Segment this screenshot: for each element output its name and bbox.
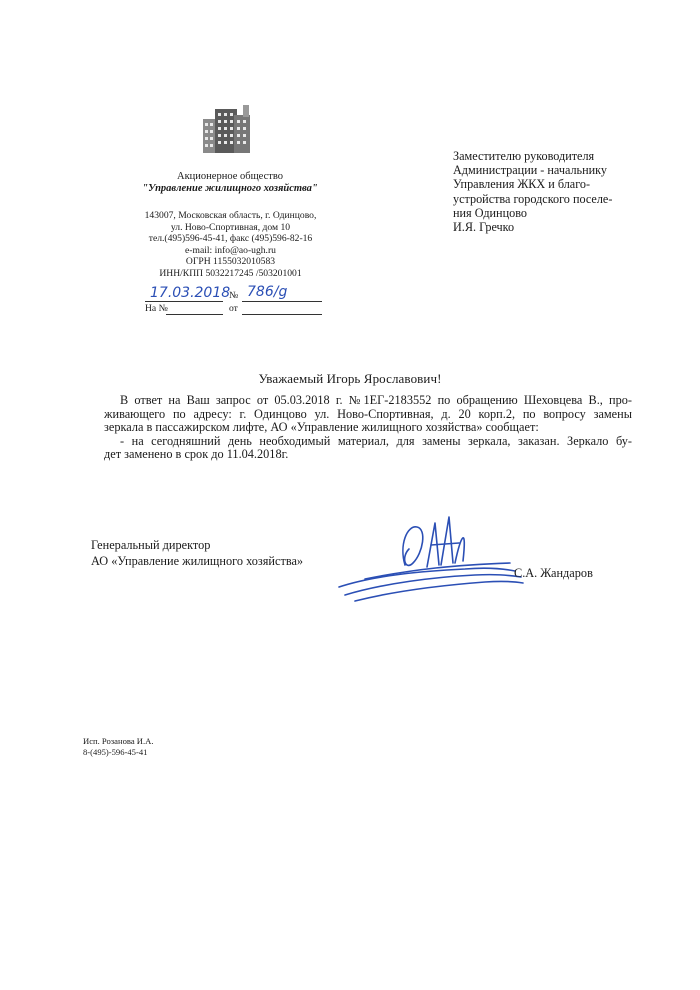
handwritten-signature (335, 505, 535, 605)
body-line: живающего по адресу: г. Одинцово ул. Ново-Спортивная, д. 20 корп.2, по вопросу замены (104, 406, 632, 421)
ogrn-line: ОГРН 1155032010583 (185, 256, 276, 268)
addressee-line: устройства городского поселе- (453, 191, 613, 206)
org-type: Акционерное общество (177, 171, 283, 182)
body-line: дет заменено в срок до 11.04.2018г. (104, 447, 289, 462)
body-line: - на сегодняшний день необходимый материал, для замены зеркала, заказан. Зеркало бу- (120, 433, 632, 448)
handwritten-date: 17.03.2018 (150, 285, 231, 301)
addressee-name: И.Я. Гречко (453, 220, 515, 235)
body-line: В ответ на Ваш запрос от 05.03.2018 г. №1ЕГ-2183552 по обращению Шеховцева В., про- (120, 393, 632, 407)
phone-line: тел.(495)596-45-41, факс (495)596-82-16 (148, 233, 313, 245)
org-name: "Управление жилищного хозяйства" (142, 183, 318, 194)
org-address-block (138, 210, 323, 280)
body-line: зеркала в пассажирском лифте, АО «Управление жилищного хозяйства» сообщает: (104, 420, 539, 435)
date-underline (145, 301, 223, 302)
ref-from: от (229, 303, 238, 314)
email-line: e-mail: info@ao-ugh.ru (185, 244, 276, 256)
ref-prefix: На № (145, 303, 168, 314)
ref-date-underline (242, 314, 322, 315)
handwritten-number: 786/g (247, 284, 288, 300)
signer-name: С.А. Жандаров (514, 566, 593, 580)
letter-body (104, 394, 632, 462)
executor-phone: 8-(495)-596-45-41 (83, 746, 148, 757)
address-line: 143007, Московская область, г. Одинцово, (144, 210, 317, 221)
addressee-line: Заместителю руководителя (453, 149, 595, 163)
addressee-line: Управления ЖКХ и благо- (453, 177, 591, 192)
position-line: Генеральный директор (91, 538, 211, 552)
executor-name: Исп. Розанова И.А. (83, 736, 154, 746)
greeting: Уважаемый Игорь Ярославович! (258, 371, 442, 386)
inn-kpp-line: ИНН/КПП 5032217245 /503201001 (159, 267, 302, 279)
address-line: ул. Ново-Спортивная, дом 10 (170, 221, 291, 233)
addressee-block (453, 149, 612, 234)
executor-info (83, 736, 154, 757)
ref-number-underline (166, 314, 223, 315)
office-buildings-icon (203, 105, 253, 153)
number-underline (242, 301, 322, 302)
addressee-line: ния Одинцово (453, 205, 527, 220)
signatory-position (91, 537, 303, 569)
number-label: № (229, 290, 239, 301)
position-line: АО «Управление жилищного хозяйства» (91, 554, 304, 568)
addressee-line: Администрации - начальнику (453, 163, 608, 178)
